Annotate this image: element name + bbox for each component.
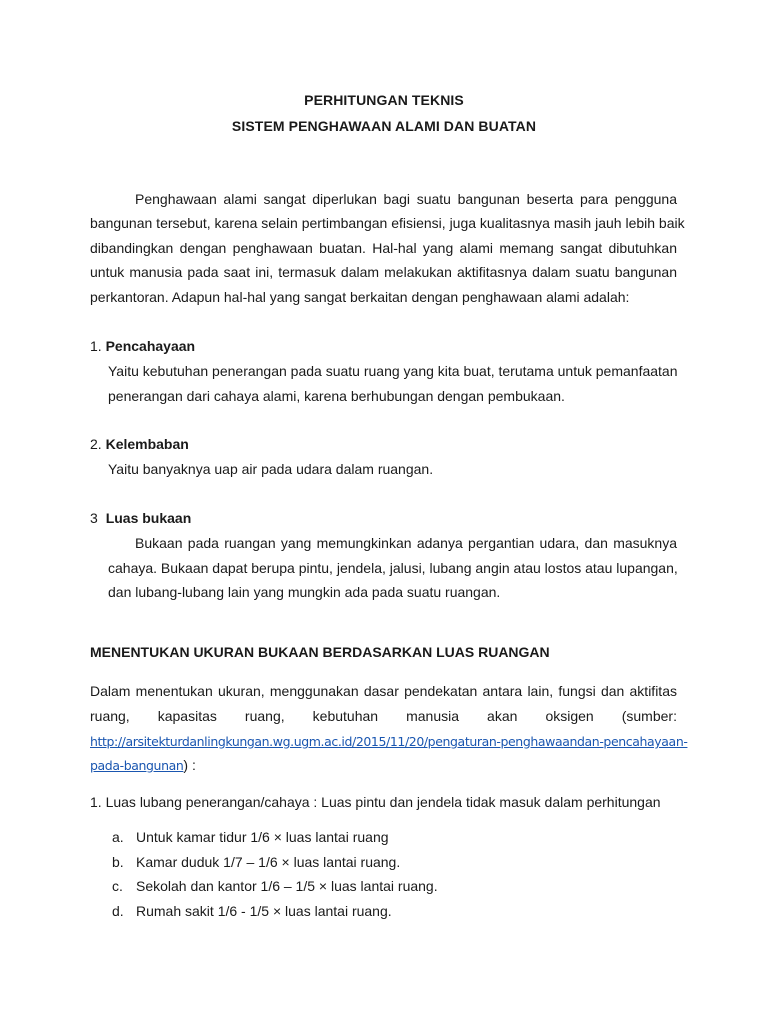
word: akan bbox=[487, 708, 518, 724]
sublist-item bbox=[112, 852, 400, 872]
sublist-item bbox=[112, 876, 438, 896]
word: kebutuhan bbox=[312, 708, 379, 724]
word: (sumber: bbox=[621, 708, 677, 724]
intro-line: untuk manusia pada saat ini, termasuk dalam melakukan aktifitasnya dalam suatu bangunan bbox=[90, 264, 677, 280]
item-heading: Pencahayaan bbox=[105, 338, 196, 354]
sublist-text: Untuk kamar tidur 1/6 × luas lantai ruang bbox=[136, 829, 389, 845]
item-heading: Luas bukaan bbox=[105, 510, 192, 526]
section-line: Dalam menentukan ukuran, menggunakan dasar pendekatan antara lain, fungsi dan aktifitas bbox=[90, 683, 677, 699]
document-subtitle: SISTEM PENGHAWAAN ALAMI DAN BUATAN bbox=[231, 118, 537, 134]
document-title: PERHITUNGAN TEKNIS bbox=[304, 92, 464, 108]
section-heading: MENENTUKAN UKURAN BUKAAN BERDASARKAN LUAS RUANGAN bbox=[90, 644, 550, 660]
item-text-line: Yaitu banyaknya uap air pada udara dalam ruangan. bbox=[108, 461, 434, 477]
item-number: 1. bbox=[90, 338, 102, 354]
word: manusia bbox=[406, 708, 460, 724]
word: oksigen bbox=[545, 708, 594, 724]
sublist-marker: c. bbox=[112, 878, 123, 894]
sublist-item bbox=[112, 827, 389, 847]
list-item-heading bbox=[90, 434, 189, 454]
item-text-line: Yaitu kebutuhan penerangan pada suatu ruang yang kita buat, terutama untuk pemanfaatan bbox=[108, 363, 678, 379]
item-text-line: penerangan dari cahaya alami, karena berhubungan dengan pembukaan. bbox=[108, 388, 565, 404]
source-link-line bbox=[90, 755, 196, 776]
source-link[interactable]: pada-bangunan bbox=[90, 758, 184, 773]
list-item-heading bbox=[90, 508, 191, 528]
item-text-line: cahaya. Bukaan dapat berupa pintu, jendela, jalusi, lubang angin atau lostos atau lupangan, bbox=[108, 560, 678, 576]
item-text-line: dan lubang-lubang lain yang mungkin ada pada suatu ruangan. bbox=[108, 584, 501, 600]
item-number: 3 bbox=[90, 510, 98, 526]
list-item-heading bbox=[90, 336, 195, 356]
item-number: 2. bbox=[90, 436, 102, 452]
link-suffix: ) : bbox=[183, 757, 196, 773]
sublist-marker: b. bbox=[112, 854, 124, 870]
word: ruang, bbox=[244, 708, 285, 724]
item-heading: Kelembaban bbox=[105, 436, 189, 452]
sublist-marker: d. bbox=[112, 903, 124, 919]
item-text-line: Bukaan pada ruangan yang memungkinkan adanya pergantian udara, dan masuknya bbox=[135, 535, 677, 551]
intro-line: Penghawaan alami sangat diperlukan bagi suatu bangunan beserta para pengguna bbox=[135, 191, 677, 207]
source-link[interactable]: http://arsitekturdanlingkungan.wg.ugm.ac.id/2015/11/20/pengaturan-penghawaandan-pencahayaan- bbox=[90, 734, 688, 749]
sublist-item bbox=[112, 901, 392, 921]
word: ruang, bbox=[90, 708, 130, 724]
source-link-line bbox=[90, 731, 687, 752]
sublist-text: Rumah sakit 1/6 - 1/5 × luas lantai ruang. bbox=[136, 903, 392, 919]
word: kapasitas bbox=[157, 708, 217, 724]
rule-line: 1. Luas lubang penerangan/cahaya : Luas pintu dan jendela tidak masuk dalam perhitungan bbox=[90, 794, 661, 810]
intro-line: perkantoran. Adapun hal-hal yang sangat berkaitan dengan penghawaan alami adalah: bbox=[90, 289, 630, 305]
intro-line: bangunan tersebut, karena selain pertimbangan efisiensi, juga kualitasnya masih jauh lebih baik bbox=[90, 215, 685, 231]
sublist-text: Sekolah dan kantor 1/6 – 1/5 × luas lantai ruang. bbox=[136, 878, 438, 894]
sublist-marker: a. bbox=[112, 829, 124, 845]
sublist-text: Kamar duduk 1/7 – 1/6 × luas lantai ruang. bbox=[136, 854, 401, 870]
intro-line: dibandingkan dengan penghawaan buatan. Hal-hal yang alami memang sangat dibutuhkan bbox=[90, 240, 677, 256]
section-line-spread bbox=[90, 706, 677, 726]
